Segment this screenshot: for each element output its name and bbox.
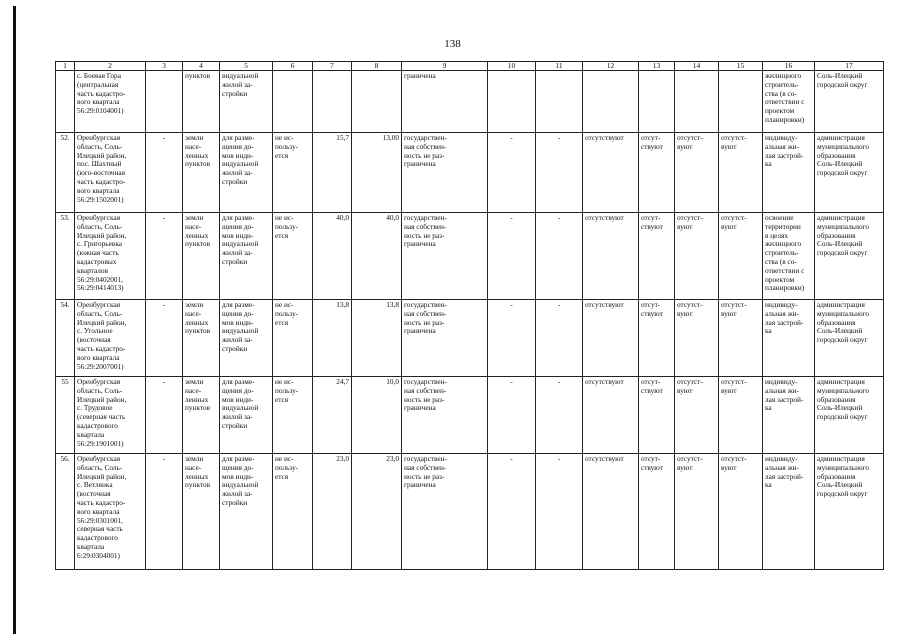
table-cell: отсутст- вуют: [719, 454, 763, 570]
area-cell: 13,00: [352, 133, 402, 213]
table-cell: отсут- ствуют: [639, 133, 675, 213]
area-cell: 13,8: [313, 300, 352, 377]
column-number: 2: [75, 62, 146, 71]
table-cell: отсутст- вуют: [719, 377, 763, 454]
table-row: [56, 454, 884, 570]
table-cell: -: [146, 377, 183, 454]
table-cell: отсут- ствуют: [639, 213, 675, 300]
category-cell: земли насе- ленных пунктов: [183, 377, 220, 454]
category-cell: земли насе- ленных пунктов: [183, 300, 220, 377]
category-cell: земли насе- ленных пунктов: [183, 213, 220, 300]
location-cell: Оренбургская область, Соль- Илецкий район, пос. Шахтный (юго-восточная часть кадастро- вого квартала 56:29:1502001): [75, 133, 146, 213]
area-cell: 15,7: [313, 133, 352, 213]
table-cell: отсутст- вуют: [675, 454, 719, 570]
area-cell: 23,0: [352, 454, 402, 570]
column-number: 3: [146, 62, 183, 71]
administrator-cell: Соль-Илецкий городской округ: [815, 71, 884, 133]
table-cell: -: [146, 300, 183, 377]
table-row: [56, 133, 884, 213]
purpose-cell: освоение территории в целях жилищного строитель- ства (в со- ответствии с проектом планировки): [763, 213, 815, 300]
table-cell: -: [146, 133, 183, 213]
table-cell: [719, 71, 763, 133]
column-number: 8: [352, 62, 402, 71]
usage-status-cell: не ис- пользу- ется: [273, 377, 313, 454]
column-number: 12: [583, 62, 639, 71]
table-cell: [352, 71, 402, 133]
usage-status-cell: не ис- пользу- ется: [273, 133, 313, 213]
table-cell: [488, 71, 536, 133]
table-cell: отсутст- вуют: [675, 133, 719, 213]
column-number-row: [56, 62, 884, 71]
permitted-use-cell: видуальной жилой за- стройки: [220, 71, 273, 133]
location-cell: Оренбургская область, Соль- Илецкий район, с. Угольное (восточная часть кадастро- вого квартала 56:29:2007001): [75, 300, 146, 377]
table-cell: [273, 71, 313, 133]
location-cell: с. Боевая Гора (центральная часть кадастро- вого квартала 56:29:0104001): [75, 71, 146, 133]
area-cell: 24,7: [313, 377, 352, 454]
table-cell: -: [146, 454, 183, 570]
column-number: 6: [273, 62, 313, 71]
area-cell: 23,0: [313, 454, 352, 570]
permitted-use-cell: для разме- щения до- мов инди- видуальной жилой за- стройки: [220, 454, 273, 570]
permitted-use-cell: для разме- щения до- мов инди- видуальной жилой за- стройки: [220, 300, 273, 377]
row-number: 55: [56, 377, 75, 454]
table-cell: отсутст- вуют: [719, 300, 763, 377]
table-cell: -: [488, 213, 536, 300]
administrator-cell: администрация муниципального образования Соль-Илецкий городской округ: [815, 213, 884, 300]
table-cell: отсут- ствуют: [639, 300, 675, 377]
location-cell: Оренбургская область, Соль- Илецкий район, с. Григорьевка (южная часть кадастровых кварталов 56:29:0402001, 56:29:0414013): [75, 213, 146, 300]
column-number: 16: [763, 62, 815, 71]
administrator-cell: администрация муниципального образования Соль-Илецкий городской округ: [815, 133, 884, 213]
table-cell: -: [488, 300, 536, 377]
column-number: 5: [220, 62, 273, 71]
area-cell: 40,0: [352, 213, 402, 300]
ownership-cell: государствен- ная собствен- ность не раз- граничена: [402, 377, 488, 454]
table-cell: отсутст- вуют: [675, 213, 719, 300]
table-cell: -: [488, 133, 536, 213]
column-number: 9: [402, 62, 488, 71]
permitted-use-cell: для разме- щения до- мов инди- видуальной жилой за- стройки: [220, 133, 273, 213]
permitted-use-cell: для разме- щения до- мов инди- видуальной жилой за- стройки: [220, 377, 273, 454]
ownership-cell: государствен- ная собствен- ность не раз- граничена: [402, 300, 488, 377]
table-cell: отсутст- вуют: [719, 213, 763, 300]
purpose-cell: индивиду- альная жи- лая застрой- ка: [763, 454, 815, 570]
column-number: 1: [56, 62, 75, 71]
table-cell: отсутствуют: [583, 213, 639, 300]
row-number: [56, 71, 75, 133]
table-row: [56, 377, 884, 454]
table-cell: -: [536, 213, 583, 300]
table-cell: [583, 71, 639, 133]
column-number: 4: [183, 62, 220, 71]
row-number: 53.: [56, 213, 75, 300]
ownership-cell: граничена: [402, 71, 488, 133]
land-plots-table: [55, 61, 884, 570]
column-number: 13: [639, 62, 675, 71]
page-number: 138: [444, 38, 461, 50]
table-cell: отсутствуют: [583, 454, 639, 570]
ownership-cell: государствен- ная собствен- ность не раз- граничена: [402, 133, 488, 213]
table-cell: отсутст- вуют: [675, 300, 719, 377]
permitted-use-cell: для разме- щения до- мов инди- видуальной жилой за- стройки: [220, 213, 273, 300]
table-cell: [313, 71, 352, 133]
table-row: [56, 300, 884, 377]
table-cell: [639, 71, 675, 133]
table-cell: отсут- ствуют: [639, 454, 675, 570]
purpose-cell: индивиду- альная жи- лая застрой- ка: [763, 377, 815, 454]
usage-status-cell: не ис- пользу- ется: [273, 213, 313, 300]
table-cell: [675, 71, 719, 133]
table-cell: -: [536, 133, 583, 213]
column-number: 17: [815, 62, 884, 71]
table-cell: отсутствуют: [583, 300, 639, 377]
administrator-cell: администрация муниципального образования Соль-Илецкий городской округ: [815, 377, 884, 454]
table-cell: [536, 71, 583, 133]
area-cell: 10,0: [352, 377, 402, 454]
continuation-row: [56, 71, 884, 133]
ownership-cell: государствен- ная собствен- ность не раз- граничена: [402, 454, 488, 570]
table-cell: -: [536, 454, 583, 570]
purpose-cell: жилищного строитель- ства (в со- ответствии с проектом планировки): [763, 71, 815, 133]
table-cell: отсутст- вуют: [675, 377, 719, 454]
administrator-cell: администрация муниципального образования Соль-Илецкий городской округ: [815, 300, 884, 377]
column-number: 7: [313, 62, 352, 71]
scan-edge: [13, 6, 16, 634]
area-cell: 13,8: [352, 300, 402, 377]
table-cell: -: [536, 300, 583, 377]
usage-status-cell: не ис- пользу- ется: [273, 454, 313, 570]
location-cell: Оренбургская область, Соль- Илецкий район, с. Трудовое (северная часть кадастрового квартала 56:29:1901001): [75, 377, 146, 454]
category-cell: пунктов: [183, 71, 220, 133]
column-number: 14: [675, 62, 719, 71]
table-cell: отсутст- вуют: [719, 133, 763, 213]
column-number: 10: [488, 62, 536, 71]
row-number: 56.: [56, 454, 75, 570]
purpose-cell: индивиду- альная жи- лая застрой- ка: [763, 300, 815, 377]
purpose-cell: индивиду- альная жи- лая застрой- ка: [763, 133, 815, 213]
usage-status-cell: не ис- пользу- ется: [273, 300, 313, 377]
category-cell: земли насе- ленных пунктов: [183, 133, 220, 213]
table-cell: [146, 71, 183, 133]
table-cell: отсут- ствуют: [639, 377, 675, 454]
table-cell: -: [536, 377, 583, 454]
row-number: 52.: [56, 133, 75, 213]
row-number: 54.: [56, 300, 75, 377]
table-cell: отсутствуют: [583, 377, 639, 454]
table-cell: -: [146, 213, 183, 300]
table-cell: -: [488, 454, 536, 570]
category-cell: земли насе- ленных пунктов: [183, 454, 220, 570]
column-number: 11: [536, 62, 583, 71]
column-number: 15: [719, 62, 763, 71]
area-cell: 40,0: [313, 213, 352, 300]
ownership-cell: государствен- ная собствен- ность не раз- граничена: [402, 213, 488, 300]
table-cell: отсутствуют: [583, 133, 639, 213]
table-row: [56, 213, 884, 300]
location-cell: Оренбургская область, Соль- Илецкий район, с. Ветлянка (восточная часть кадастро- вого квартала 56:29:0301001, северная часть кадастрового квартала 6:29:0304001): [75, 454, 146, 570]
administrator-cell: администрация муниципального образования Соль-Илецкий городской округ: [815, 454, 884, 570]
table-cell: -: [488, 377, 536, 454]
